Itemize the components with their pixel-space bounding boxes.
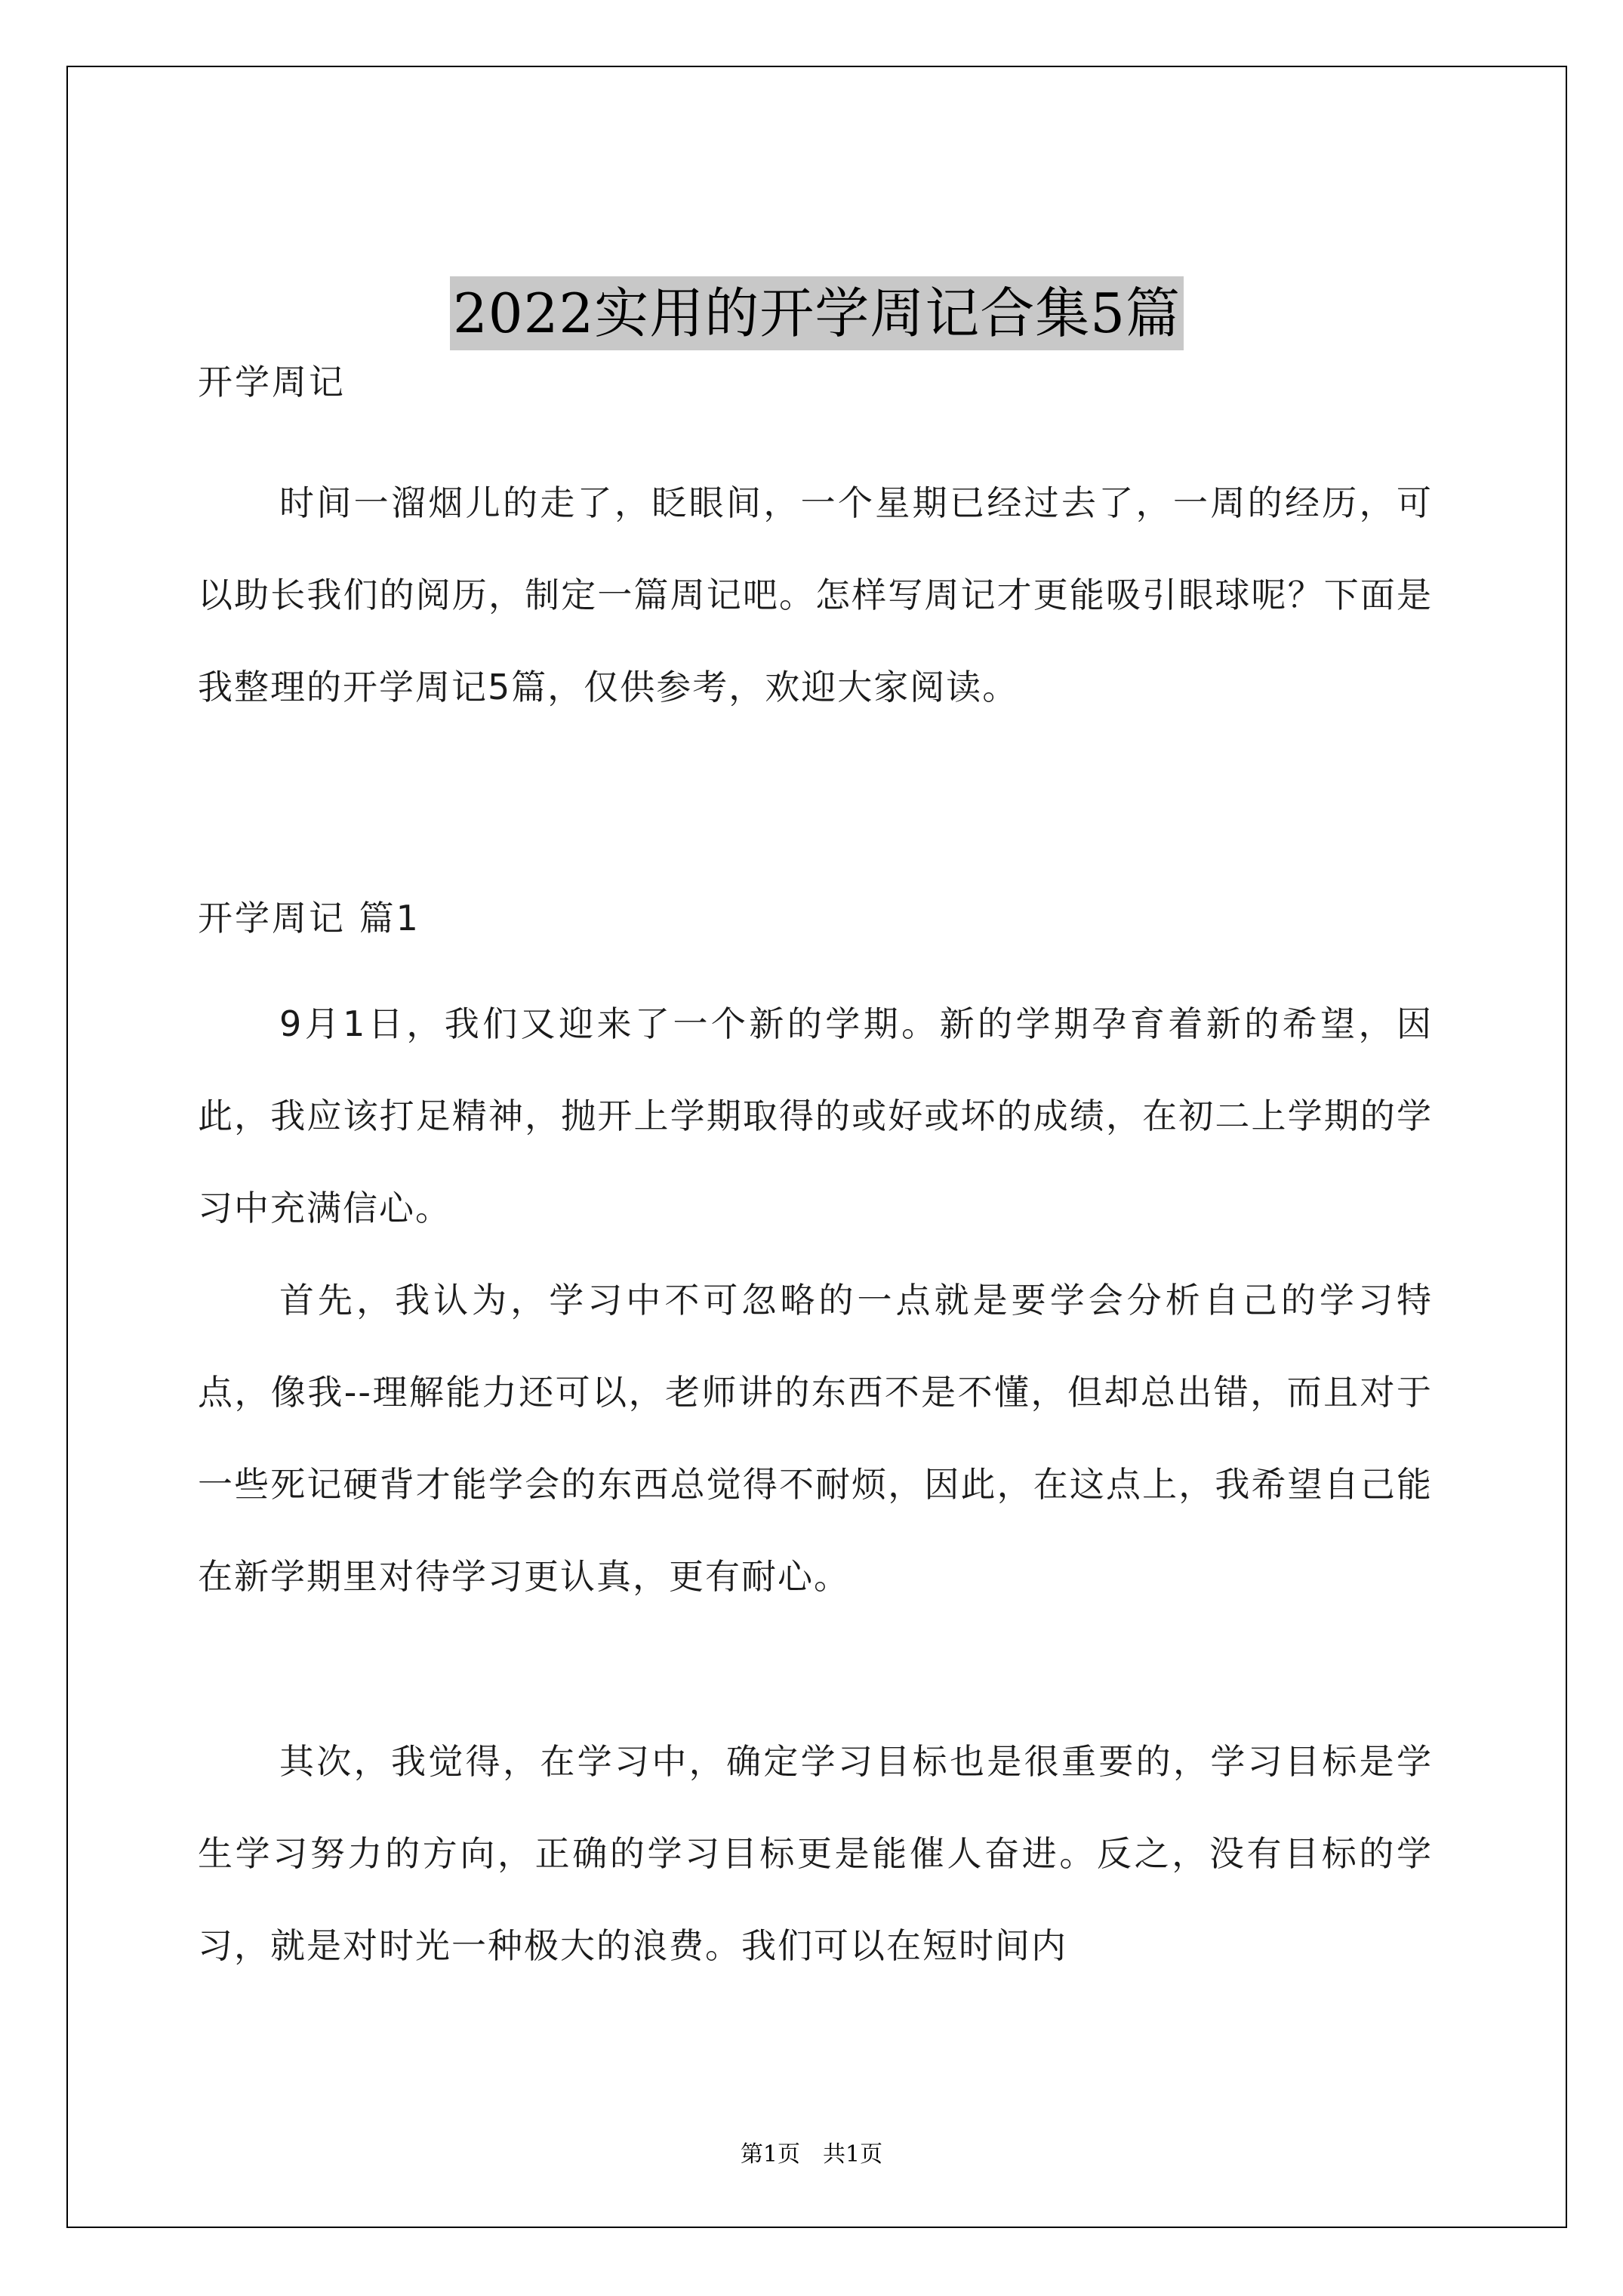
title-container	[68, 276, 1566, 350]
intro-paragraph: 时间一溜烟儿的走了，眨眼间，一个星期已经过去了，一周的经历，可以助长我们的阅历，制定一篇周记吧。怎样写周记才更能吸引眼球呢？下面是我整理的开学周记5篇，仅供参考，欢迎大家阅读。	[198, 482, 1433, 707]
page-footer: 第1页 共1页	[740, 2141, 883, 2168]
chapter-heading-1: 开学周记 篇1	[198, 898, 420, 938]
body-paragraph-2: 首先，我认为，学习中不可忽略的一点就是要学会分析自己的学习特点，像我--理解能力还可以，老师讲的东西不是不懂，但却总出错，而且对于一些死记硬背才能学会的东西总觉得不耐烦，因此，在这点上，我希望自己能在新学期里对待学习更认真，更有耐心。	[198, 1280, 1433, 1597]
document-title: 2022实用的开学周记合集5篇	[450, 276, 1184, 350]
section-heading-intro: 开学周记	[198, 362, 346, 402]
body-paragraph-1: 9月1日，我们又迎来了一个新的学期。新的学期孕育着新的希望，因此，我应该打足精神，抛开上学期取得的或好或坏的成绩，在初二上学期的学习中充满信心。	[198, 1003, 1433, 1228]
body-paragraph-3: 其次，我觉得，在学习中，确定学习目标也是很重要的，学习目标是学生学习努力的方向，正确的学习目标更是能催人奋进。反之，没有目标的学习，就是对时光一种极大的浪费。我们可以在短时间内	[198, 1741, 1433, 1966]
